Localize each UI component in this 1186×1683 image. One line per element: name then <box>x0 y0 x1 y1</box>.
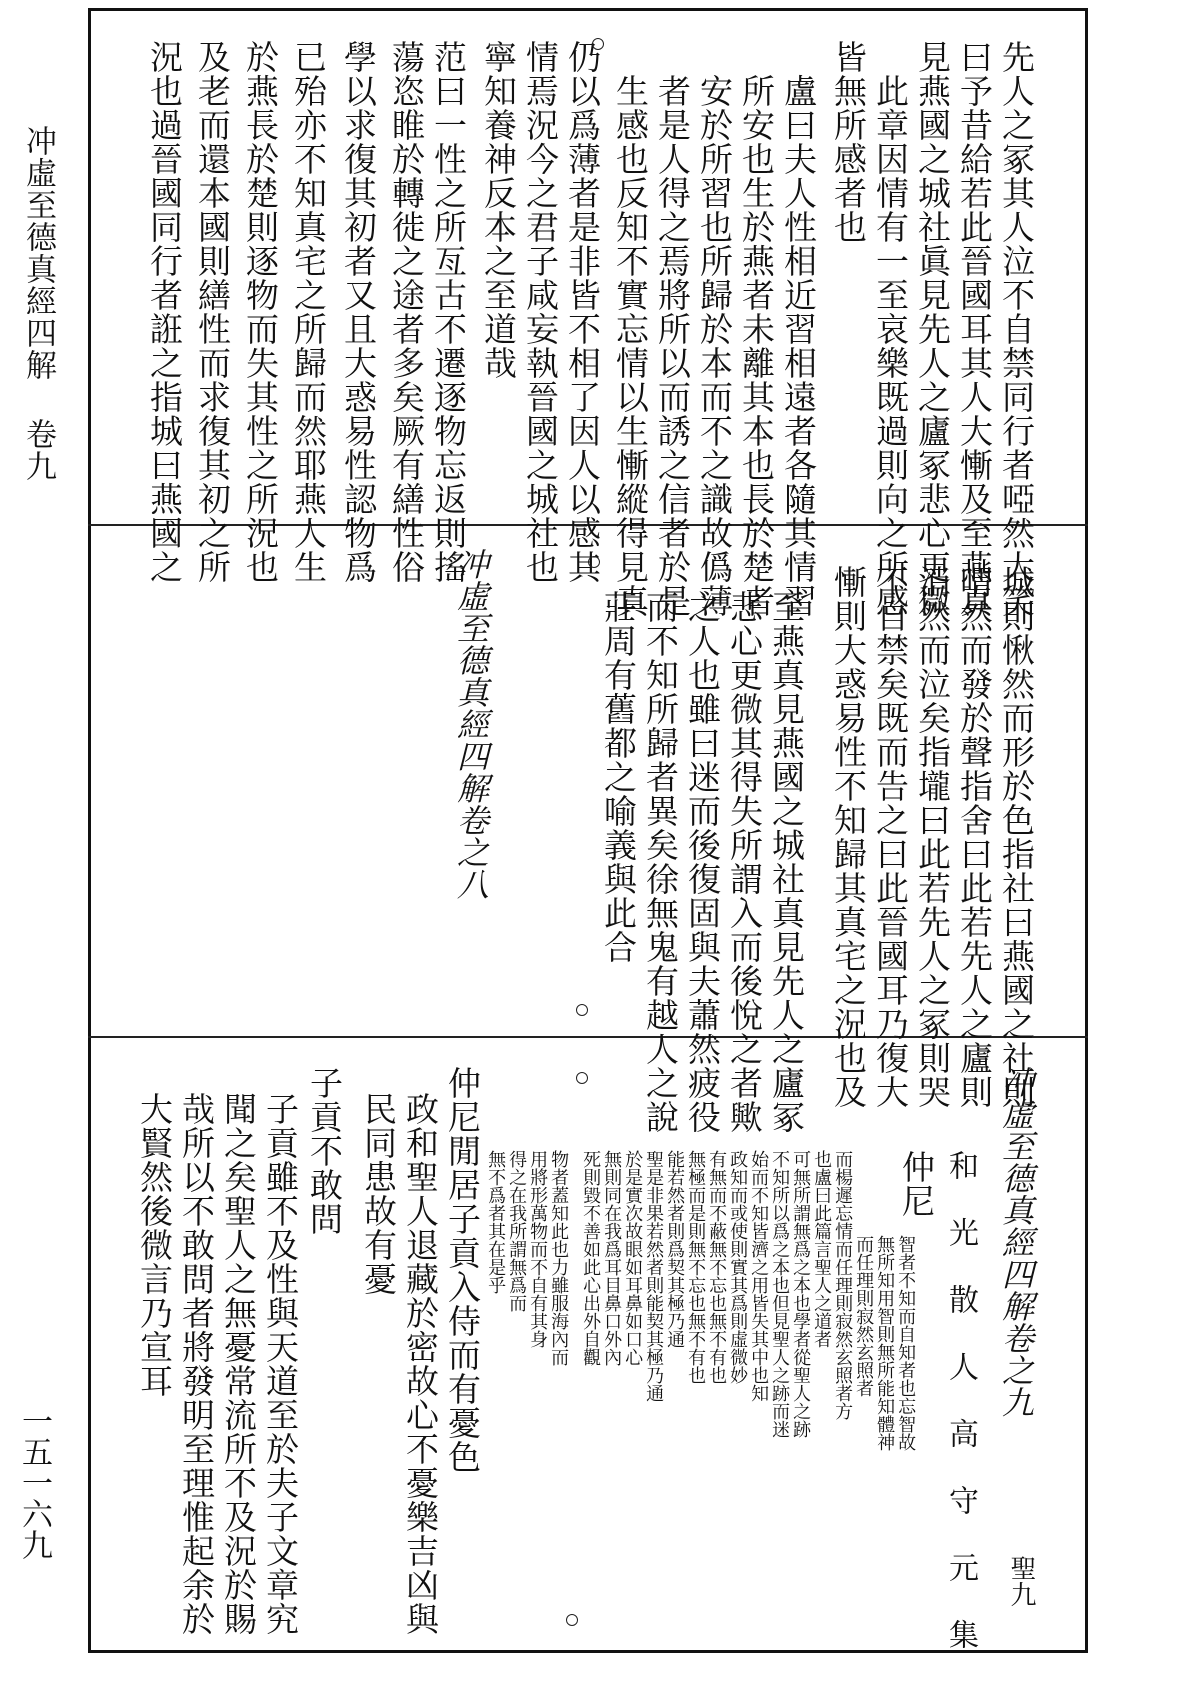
text-column: 不自禁矣既而告之曰此晉國耳乃復大 <box>871 565 910 1109</box>
text-column: 及老而還本國則繕性而求復其初之所 <box>193 40 232 584</box>
annotation-column: 用將形萬物而不自有其身 <box>527 1150 549 1348</box>
chapter-heading: 仲尼 <box>897 1150 936 1218</box>
text-column: 者是人得之焉將所以而誘之信者於是 <box>653 74 692 618</box>
text-column: 至燕真見燕國之城社真見先人之廬冢 <box>767 590 806 1134</box>
annotation-column: 智者不知而自知者也忘智故 <box>895 1235 917 1451</box>
annotation-column: 而任理則寂然玄照者 <box>853 1235 875 1397</box>
annotation-column: 物者蓋知此也力雖服海內而 <box>548 1150 570 1366</box>
compiler-line: 和 光 散 人 高 守 元 集 <box>943 1150 978 1650</box>
seal-mark: 聖九 <box>1006 1555 1036 1607</box>
text-column: 子貢不敢問 <box>305 1066 344 1236</box>
text-column: 此章因情有一至哀樂既過則向之所感 <box>871 74 910 618</box>
punctuation-circle <box>566 1614 578 1626</box>
text-column: 寧知養神反本之至道哉 <box>479 40 518 380</box>
punctuation-circle <box>588 556 600 568</box>
text-column: 而不知所歸者異矣徐無鬼有越人之說 <box>641 590 680 1134</box>
text-column: 皆無所感者也 <box>829 40 868 244</box>
text-column: 先人之冢其人泣不自禁同行者啞然大笑 <box>997 40 1036 618</box>
text-column: 生感也反知不實忘情以生慚縱得見真 <box>611 74 650 618</box>
text-column: 城則愀然而形於色指社曰燕國之社則 <box>997 565 1036 1109</box>
punctuation-circle <box>592 38 604 50</box>
text-column: 聞之矣聖人之無憂常流所不及況於賜 <box>219 1092 258 1636</box>
text-column: 范曰一性之所亙古不遷逐物忘返則搖 <box>429 40 468 584</box>
text-column: 消然而泣矣指壠曰此若先人之冢則哭 <box>913 565 952 1109</box>
text-column: 安於所習也所歸於本而不之識故僞薄 <box>695 74 734 618</box>
text-column: 慚則大惑易性不知歸其真宅之況也及 <box>829 565 868 1109</box>
annotation-column: 聖是非果若然者則能契其極乃通 <box>643 1150 665 1402</box>
text-column: 仲尼閒居子貢入侍而有憂色 <box>443 1066 482 1474</box>
text-column: 悲心更微其得失所謂入而後悅之者歟 <box>725 590 764 1134</box>
text-column: 見燕國之城社眞見先人之廬冢悲心更微 <box>913 40 952 618</box>
text-column: 莊周有舊都之喻義與此合 <box>599 590 638 964</box>
volume-title-heading: 冲虛至德真經四解卷之九 <box>997 1066 1035 1418</box>
annotation-column: 得之在我所謂無爲而 <box>506 1150 528 1312</box>
text-column: 盧曰夫人性相近習相遠者各隨其情習 <box>779 74 818 618</box>
annotation-column: 不知所以爲之本也但見聖人之跡而迷 <box>769 1150 791 1438</box>
punctuation-circle <box>576 1072 588 1084</box>
annotation-column: 死則毀不善如此心出外自觀 <box>580 1150 602 1366</box>
annotation-column: 也盧曰此篇言聖人之道者 <box>811 1150 833 1348</box>
annotation-column: 有無而不蔽無不忘也無不有也 <box>706 1150 728 1384</box>
text-column: 蕩恣睢於轉徙之途者多矣厥有繕性俗 <box>387 40 426 584</box>
text-column: 民同患故有憂 <box>359 1092 398 1296</box>
text-column: 學以求復其初者又且大惑易性認物爲 <box>339 40 378 584</box>
text-column: 喟然而發於聲指舍曰此若先人之廬則 <box>955 565 994 1109</box>
annotation-column: 於是實次故眼如耳鼻如口心 <box>622 1150 644 1366</box>
text-column: 政和聖人退藏於密故心不憂樂吉凶與 <box>401 1092 440 1636</box>
text-column: 大賢然後微言乃宣耳 <box>135 1092 174 1398</box>
annotation-column: 無則同在我爲耳目鼻口外內 <box>601 1150 623 1366</box>
text-column: 於燕長於楚則逐物而失其性之所況也 <box>241 40 280 584</box>
annotation-column: 能若然者則爲契其極乃通 <box>664 1150 686 1348</box>
text-column: 仍以爲薄者是非皆不相了因人以感其 <box>563 40 602 584</box>
text-column: 已殆亦不知真宅之所歸而然耶燕人生 <box>289 40 328 584</box>
annotation-column: 而楊遲忘情而任理則寂然玄照者方 <box>832 1150 854 1420</box>
text-column: 哉所以不敢問者將發明至理惟起余於 <box>177 1092 216 1636</box>
text-column: 情焉況今之君子咸妄執晉國之城社也 <box>521 40 560 584</box>
text-column: 之人也雖曰迷而後復固與夫蕭然疲役 <box>683 590 722 1134</box>
punctuation-circle <box>576 1004 588 1016</box>
volume-end-title: 冲虛至德真經四解卷之八 <box>452 548 490 900</box>
volume-title: 冲虛至德真經四解 卷九 <box>20 125 56 482</box>
annotation-column: 無不爲者其在是乎 <box>485 1150 507 1294</box>
text-column: 曰予昔給若此晉國耳其人大慚及至燕真 <box>955 40 994 618</box>
text-column: 子貢雖不及性與天道至於夫子文章究 <box>261 1092 300 1636</box>
annotation-column: 可無所謂無爲之本也學者從聖人之跡 <box>790 1150 812 1438</box>
annotation-column: 政知而或使則實其爲則虛微妙 <box>727 1150 749 1384</box>
annotation-column: 無所知用智則無所能知體神 <box>874 1235 896 1451</box>
page-number: 一五一六九 <box>16 1405 52 1560</box>
text-column: 所安也生於燕者未離其本也長於楚者 <box>737 74 776 618</box>
annotation-column: 始而不知皆濟之用皆失其中也知 <box>748 1150 770 1402</box>
text-column: 況也過晉國同行者誑之指城曰燕國之 <box>145 40 184 584</box>
annotation-column: 無極而是則無不忘也無不有也 <box>685 1150 707 1384</box>
